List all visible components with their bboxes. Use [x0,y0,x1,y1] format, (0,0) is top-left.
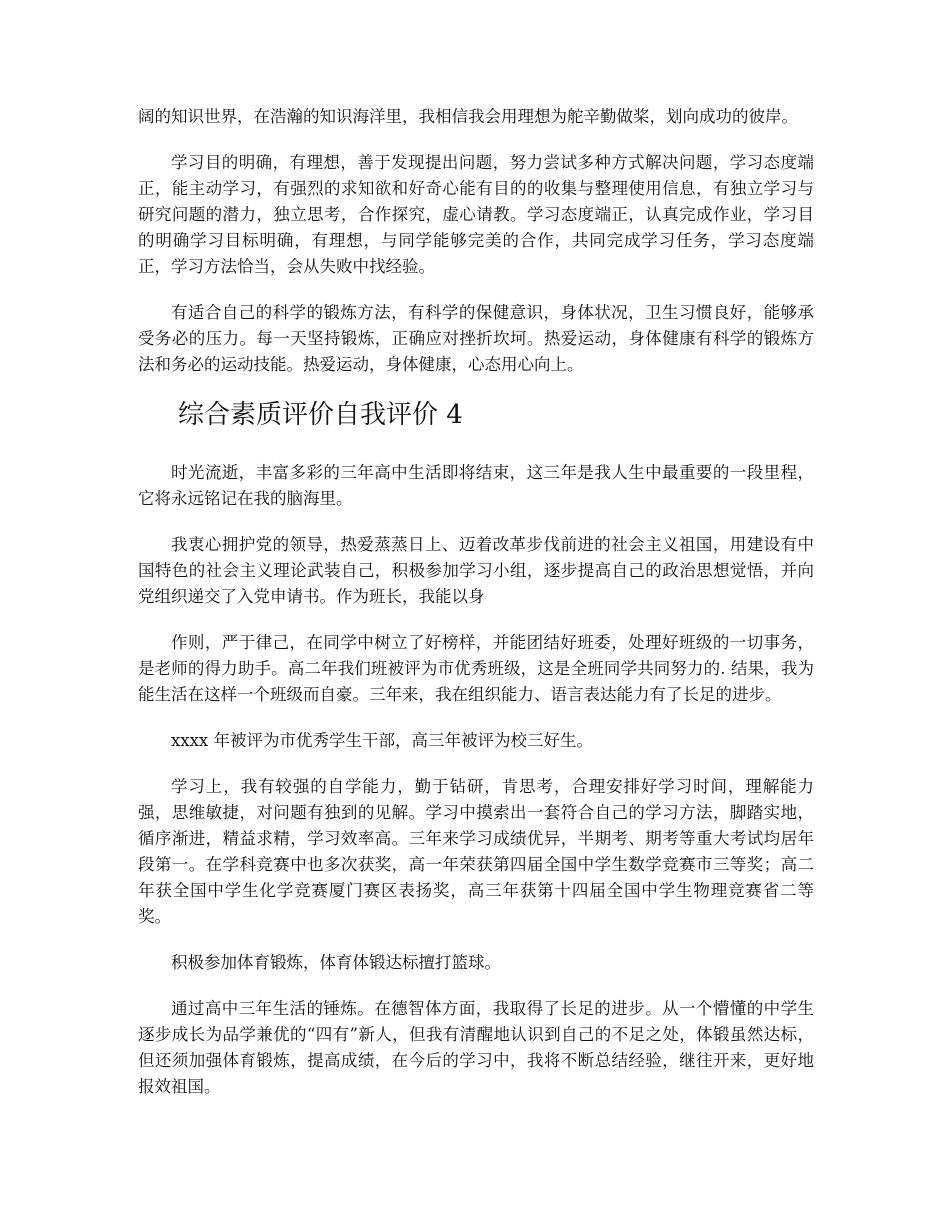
paragraph-exercise: 有适合自己的科学的锻炼方法，有科学的保健意识，身体状况，卫生习惯良好，能够承受务必的压力。每一天坚持锻炼，正确应对挫折坎坷。热爱运动，身体健康有科学的锻炼方法和务必的运动技能。热爱运动，身体健康，心态用心向上。 [138,303,814,374]
paragraph-politics: 我衷心拥护党的领导，热爱蒸蒸日上、迈着改革步伐前进的社会主义祖国，用建设有中国特色的社会主义理论武装自己，积极参加学习小组，逐步提高自己的政治思想觉悟，并向党组织递交了入党申请书。作为班长，我能以身 [138,535,814,606]
paragraph-continued: 阔的知识世界，在浩瀚的知识海洋里，我相信我会用理想为舵辛勤做桨，划向成功的彼岸。 [138,107,798,126]
paragraph-study-attitude: 学习目的明确，有理想，善于发现提出问题，努力尝试多种方式解决问题，学习态度端正，能主动学习，有强烈的求知欲和好奇心能有目的的收集与整理使用信息，有独立学习与研究问题的潜力，独立思考，合作探究，虚心请教。学习态度端正，认真完成作业，学习目的明确学习目标明确，有理想，与同学能够完美的合作，共同完成学习任务，学习态度端正，学习方法恰当，会从失败中找经验。 [138,153,814,276]
paragraph-learning: 学习上，我有较强的自学能力，勤于钻研，肯思考，合理安排好学习时间，理解能力强，思维敏捷，对问题有独到的见解。学习中摸索出一套符合自己的学习方法，脚踏实地，循序渐进，精益求精，学习效率高。三年来学习成绩优异，半期考、期考等重大考试均居年段第一。在学科竞赛中也多次获奖，高一年荣获第四届全国中学生数学竞赛市三等奖；高二年获全国中学生化学竞赛厦门赛区表扬奖，高三年获第十四届全国中学生物理竞赛省二等奖。 [138,777,814,926]
paragraph-award: xxxx 年被评为市优秀学生干部，高三年被评为校三好生。 [171,731,593,750]
paragraph-sports: 积极参加体育锻炼，体育体锻达标擅打篮球。 [171,953,501,972]
document-page [138,104,814,1120]
paragraph-class-leader: 作则，严于律己，在同学中树立了好榜样，并能团结好班委，处理好班级的一切事务，是老师的得力助手。高二年我们班被评为市优秀班级，这是全班同学共同努力的. 结果，我为能生活在这样一个班级而自豪。三年来，我在组织能力、语言表达能力有了长足的进步。 [138,633,814,704]
paragraph-intro: 时光流逝，丰富多彩的三年高中生活即将结束，这三年是我人生中最重要的一段里程，它将永远铭记在我的脑海里。 [138,463,814,508]
paragraph-conclusion: 通过高中三年生活的锤炼。在德智体方面，我取得了长足的进步。从一个懵懂的中学生逐步成长为品学兼优的“四有”新人，但我有清醒地认识到自己的不足之处，体锻虽然达标，但还须加强体育锻炼，提高成绩，在今后的学习中，我将不断总结经验，继往开来，更好地报效祖国。 [138,999,814,1096]
section-heading: 综合素质评价自我评价 4 [178,400,463,430]
